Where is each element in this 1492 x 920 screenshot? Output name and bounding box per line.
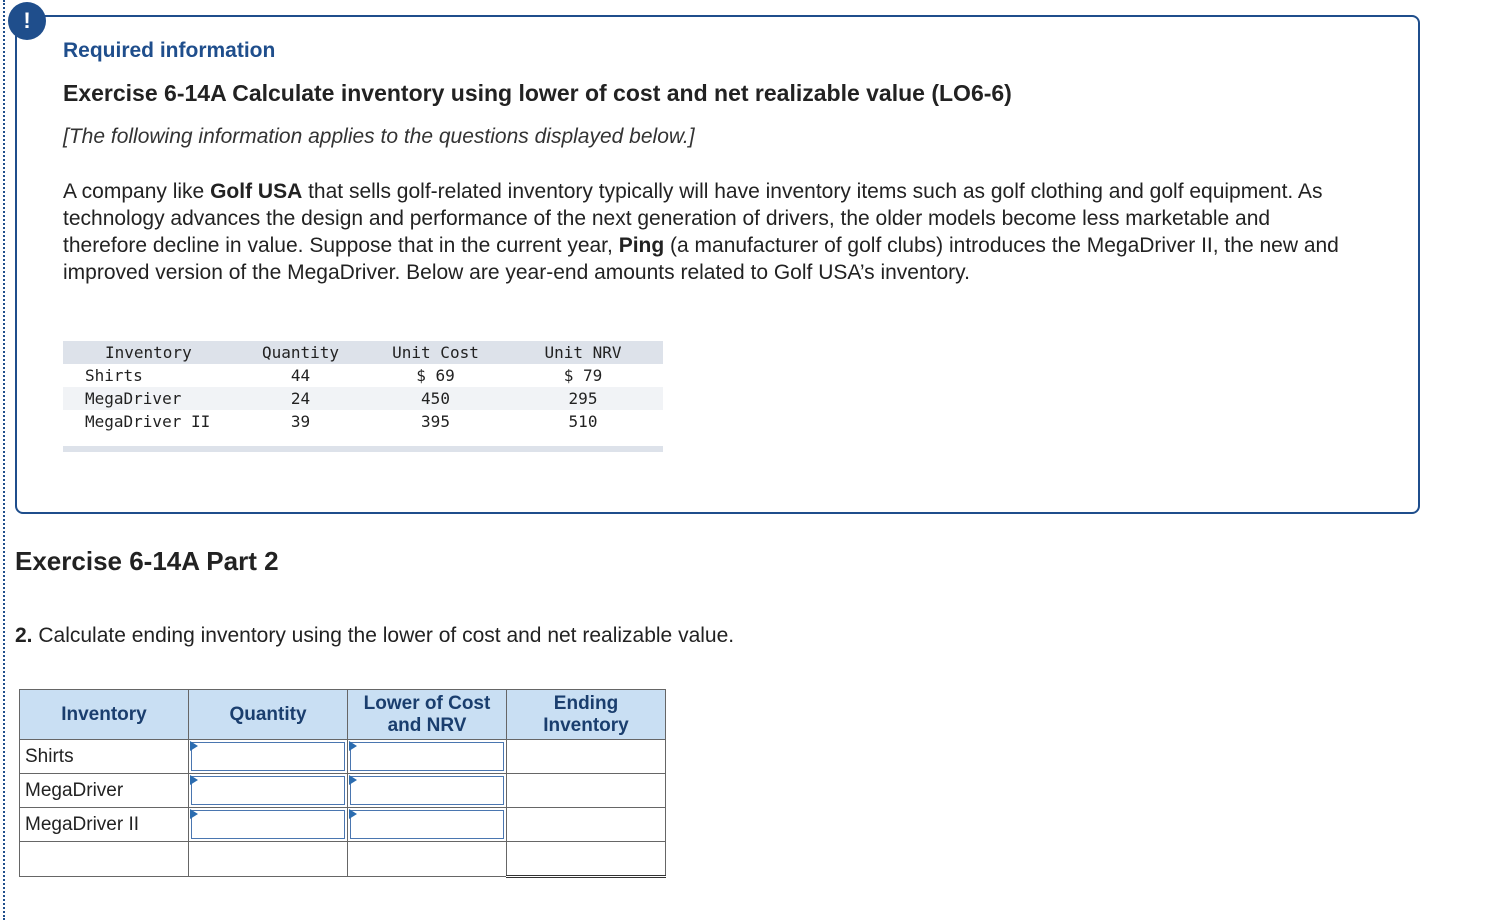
row-label-megadriver-ii: MegaDriver II: [20, 808, 189, 842]
table-row: [20, 740, 666, 774]
total-ending-inventory-cell: [507, 842, 666, 877]
lower-cost-nrv-input[interactable]: [350, 810, 504, 839]
question-number: 2.: [15, 624, 33, 647]
exercise-note: [The following information applies to the questions displayed below.]: [63, 125, 695, 148]
question-text: Calculate ending inventory using the lower of cost and net realizable value.: [32, 624, 735, 647]
ending-inventory-cell: [507, 774, 666, 808]
row-label-megadriver: MegaDriver: [20, 774, 189, 808]
manufacturer-name: Ping: [618, 234, 665, 257]
description-text-1: A company like: [63, 180, 211, 203]
answer-header-ending-inventory: Ending Inventory: [507, 690, 666, 740]
exercise-description: [63, 178, 1353, 286]
lower-cost-nrv-input[interactable]: [350, 776, 504, 805]
total-quantity-cell: [189, 842, 348, 877]
data-header-unit-nrv: Unit NRV: [544, 343, 622, 362]
data-table-row: [63, 387, 663, 410]
lower-cost-nrv-cell[interactable]: [348, 740, 507, 774]
data-cell-inventory: MegaDriver: [85, 389, 182, 408]
alert-icon: [8, 2, 46, 40]
part-title: Exercise 6-14A Part 2: [15, 546, 279, 576]
table-row: [20, 774, 666, 808]
data-header-quantity: Quantity: [261, 343, 340, 362]
input-marker-icon: [349, 809, 357, 819]
data-cell-quantity: 39: [290, 412, 311, 431]
alert-symbol: !: [23, 8, 31, 33]
row-label-shirts: Shirts: [20, 740, 189, 774]
company-name: Golf USA: [210, 180, 303, 203]
data-cell-unit-cost: $ 69: [416, 366, 455, 385]
data-cell-inventory: Shirts: [85, 366, 143, 385]
input-marker-icon: [190, 741, 198, 751]
input-marker-icon: [349, 775, 357, 785]
data-cell-unit-nrv: 295: [568, 389, 598, 408]
exercise-title: Exercise 6-14A Calculate inventory using lower of cost and net realizable value (LO6-6): [63, 80, 1012, 106]
data-table-row: [63, 364, 663, 387]
data-cell-unit-nrv: $ 79: [563, 366, 603, 385]
data-cell-unit-cost: 450: [421, 389, 450, 408]
left-dotted-rule: [3, 0, 5, 920]
inventory-data-table: [63, 341, 663, 452]
data-cell-inventory: MegaDriver II: [85, 412, 211, 431]
answer-header-lower-cost-nrv: Lower of Cost and NRV: [348, 690, 507, 740]
data-cell-unit-cost: 395: [421, 412, 450, 431]
quantity-input[interactable]: [191, 742, 345, 771]
data-table-footer-bar: [63, 446, 663, 452]
required-info-heading: Required information: [63, 39, 276, 62]
total-row: [20, 842, 666, 877]
data-cell-unit-nrv: 510: [568, 412, 598, 431]
description-text-2: that sells golf-related inventory typically will have inventory items such as golf clothing and golf equipment. As technology advances the design and performance of the next generation of drivers, the older models become less marketable and therefore decline in value. Suppose that in the current year,: [63, 180, 1323, 257]
question: [15, 624, 734, 648]
quantity-cell[interactable]: [189, 808, 348, 842]
data-header-inventory: Inventory: [105, 343, 192, 362]
lower-cost-nrv-cell[interactable]: [348, 774, 507, 808]
answer-table: [19, 689, 666, 878]
lower-cost-nrv-input[interactable]: [350, 742, 504, 771]
input-marker-icon: [190, 809, 198, 819]
lower-cost-nrv-cell[interactable]: [348, 808, 507, 842]
answer-header-row: [20, 690, 666, 740]
quantity-input[interactable]: [191, 776, 345, 805]
quantity-cell[interactable]: [189, 774, 348, 808]
data-header-unit-cost: Unit Cost: [392, 343, 479, 362]
data-cell-quantity: 24: [290, 389, 311, 408]
table-row: [20, 808, 666, 842]
input-marker-icon: [349, 741, 357, 751]
description-text-3: (a manufacturer of golf clubs) introduces the MegaDriver II, the new and improved version of the MegaDriver. Below are year-end amounts related to Golf USA’s inventory.: [63, 234, 1339, 284]
total-label-cell: [20, 842, 189, 877]
quantity-input[interactable]: [191, 810, 345, 839]
ending-inventory-cell: [507, 740, 666, 774]
ending-inventory-cell: [507, 808, 666, 842]
input-marker-icon: [190, 775, 198, 785]
quantity-cell[interactable]: [189, 740, 348, 774]
answer-header-quantity: Quantity: [189, 690, 348, 740]
data-table-header: [63, 341, 663, 364]
data-cell-quantity: 44: [290, 366, 311, 385]
data-table-row: [63, 410, 663, 433]
answer-header-inventory: Inventory: [20, 690, 189, 740]
total-lower-cost-cell: [348, 842, 507, 877]
